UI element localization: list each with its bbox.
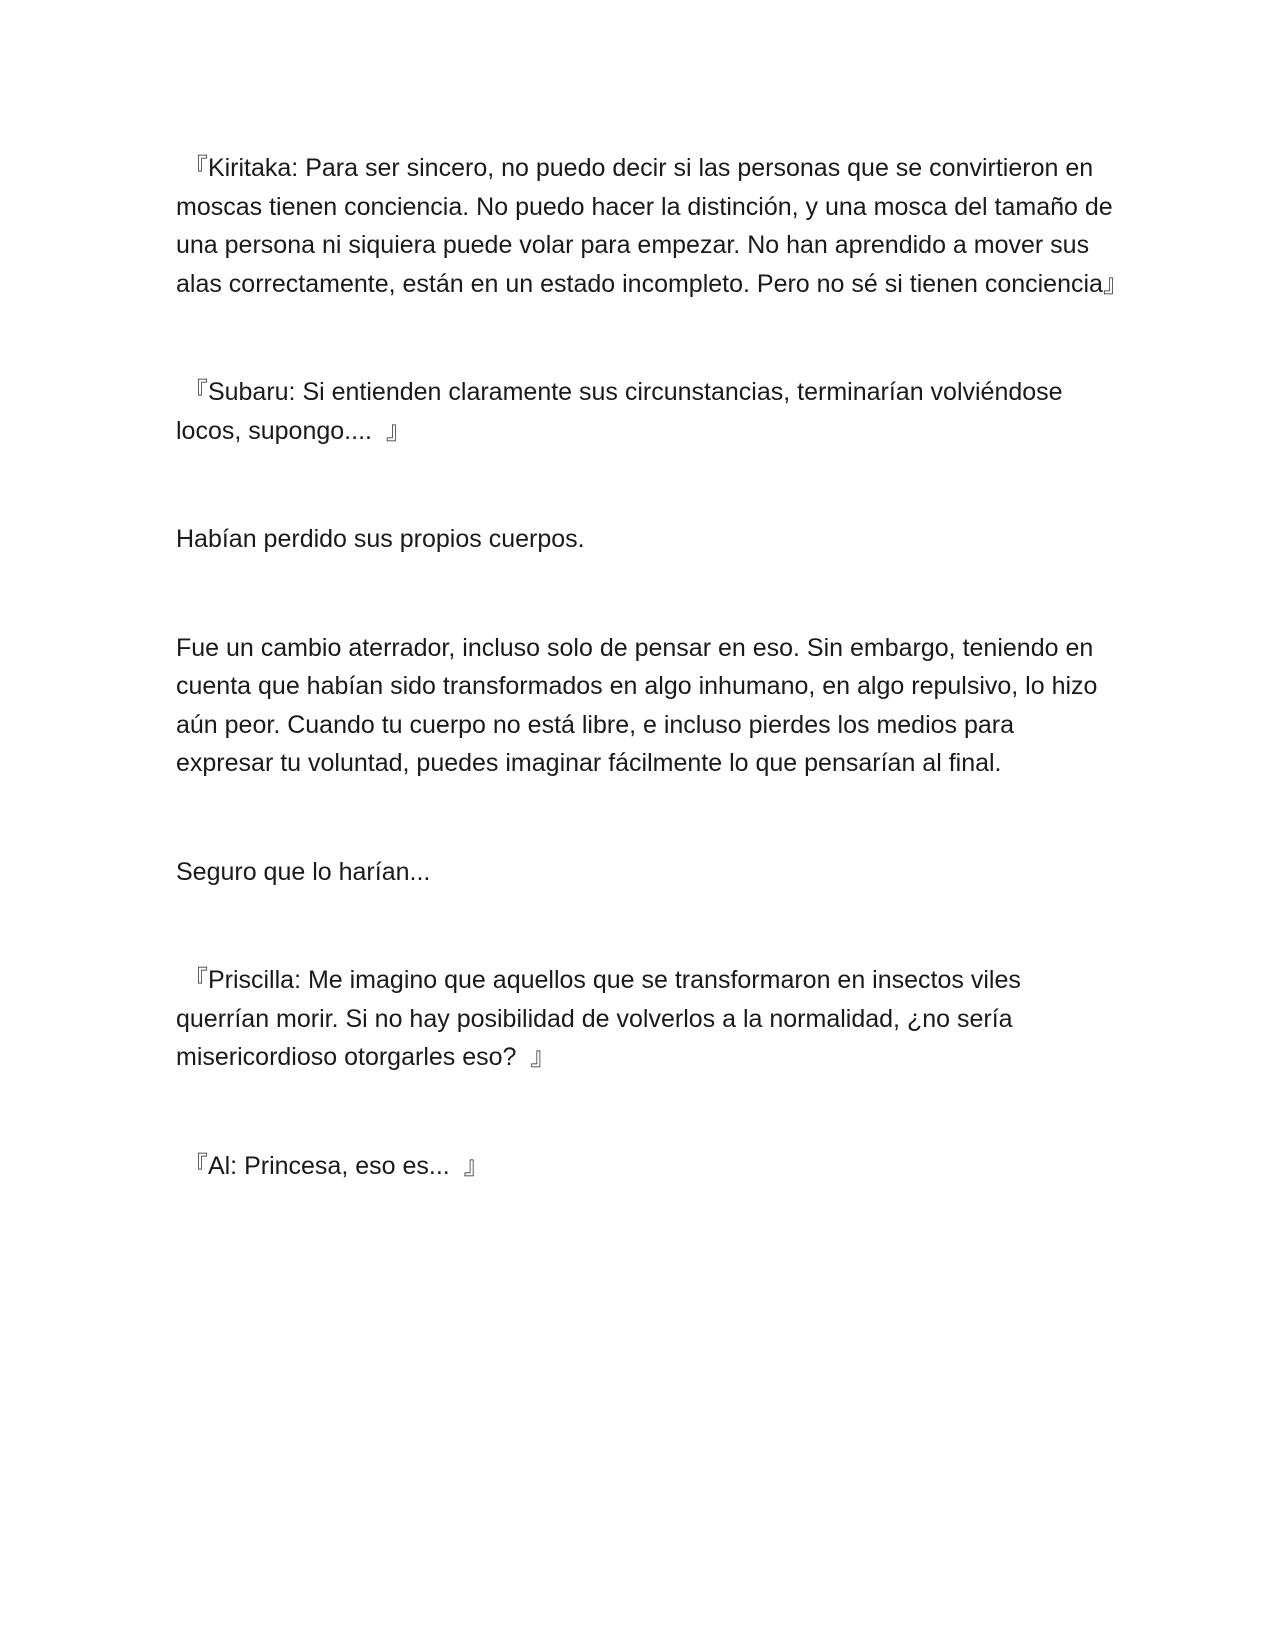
paragraph-narration-surely: Seguro que lo harían... bbox=[176, 857, 431, 886]
paragraph-subaru-dialogue: 『Subaru: Si entienden claramente sus circunstancias, terminarían volviéndose locos, supongo.... 』 bbox=[176, 378, 1063, 445]
paragraph-narration-bodies: Habían perdido sus propios cuerpos. bbox=[176, 525, 585, 553]
paragraph-narration-change: Fue un cambio aterrador, incluso solo de pensar en eso. Sin embargo, teniendo en cuenta que habían sido transformados en algo inhumano, en algo repulsivo, lo hizo aún peor. Cuando tu cuerpo no está libre, e incluso pierdes los medios para expresar tu voluntad, puedes imaginar fácilmente lo que pensarían al final. bbox=[176, 633, 1098, 777]
document-body bbox=[176, 149, 1128, 1185]
paragraph-kiritaka-dialogue: 『Kiritaka: Para ser sincero, no puedo decir si las personas que se convirtieron en moscas tienen conciencia. No puedo hacer la distinción, y una mosca del tamaño de una persona ni siquiera puede volar para empezar. No han aprendido a mover sus alas correctamente, están en un estado incompleto. Pero no sé si tienen conciencia』 bbox=[176, 154, 1128, 298]
paragraph-priscilla-dialogue: 『Priscilla: Me imagino que aquellos que se transformaron en insectos viles querrían morir. Si no hay posibilidad de volverlos a la normalidad, ¿no sería misericordioso otorgarles eso? 』 bbox=[176, 966, 1021, 1071]
paragraph-al-dialogue: 『Al: Princesa, eso es... 』 bbox=[176, 1151, 489, 1180]
